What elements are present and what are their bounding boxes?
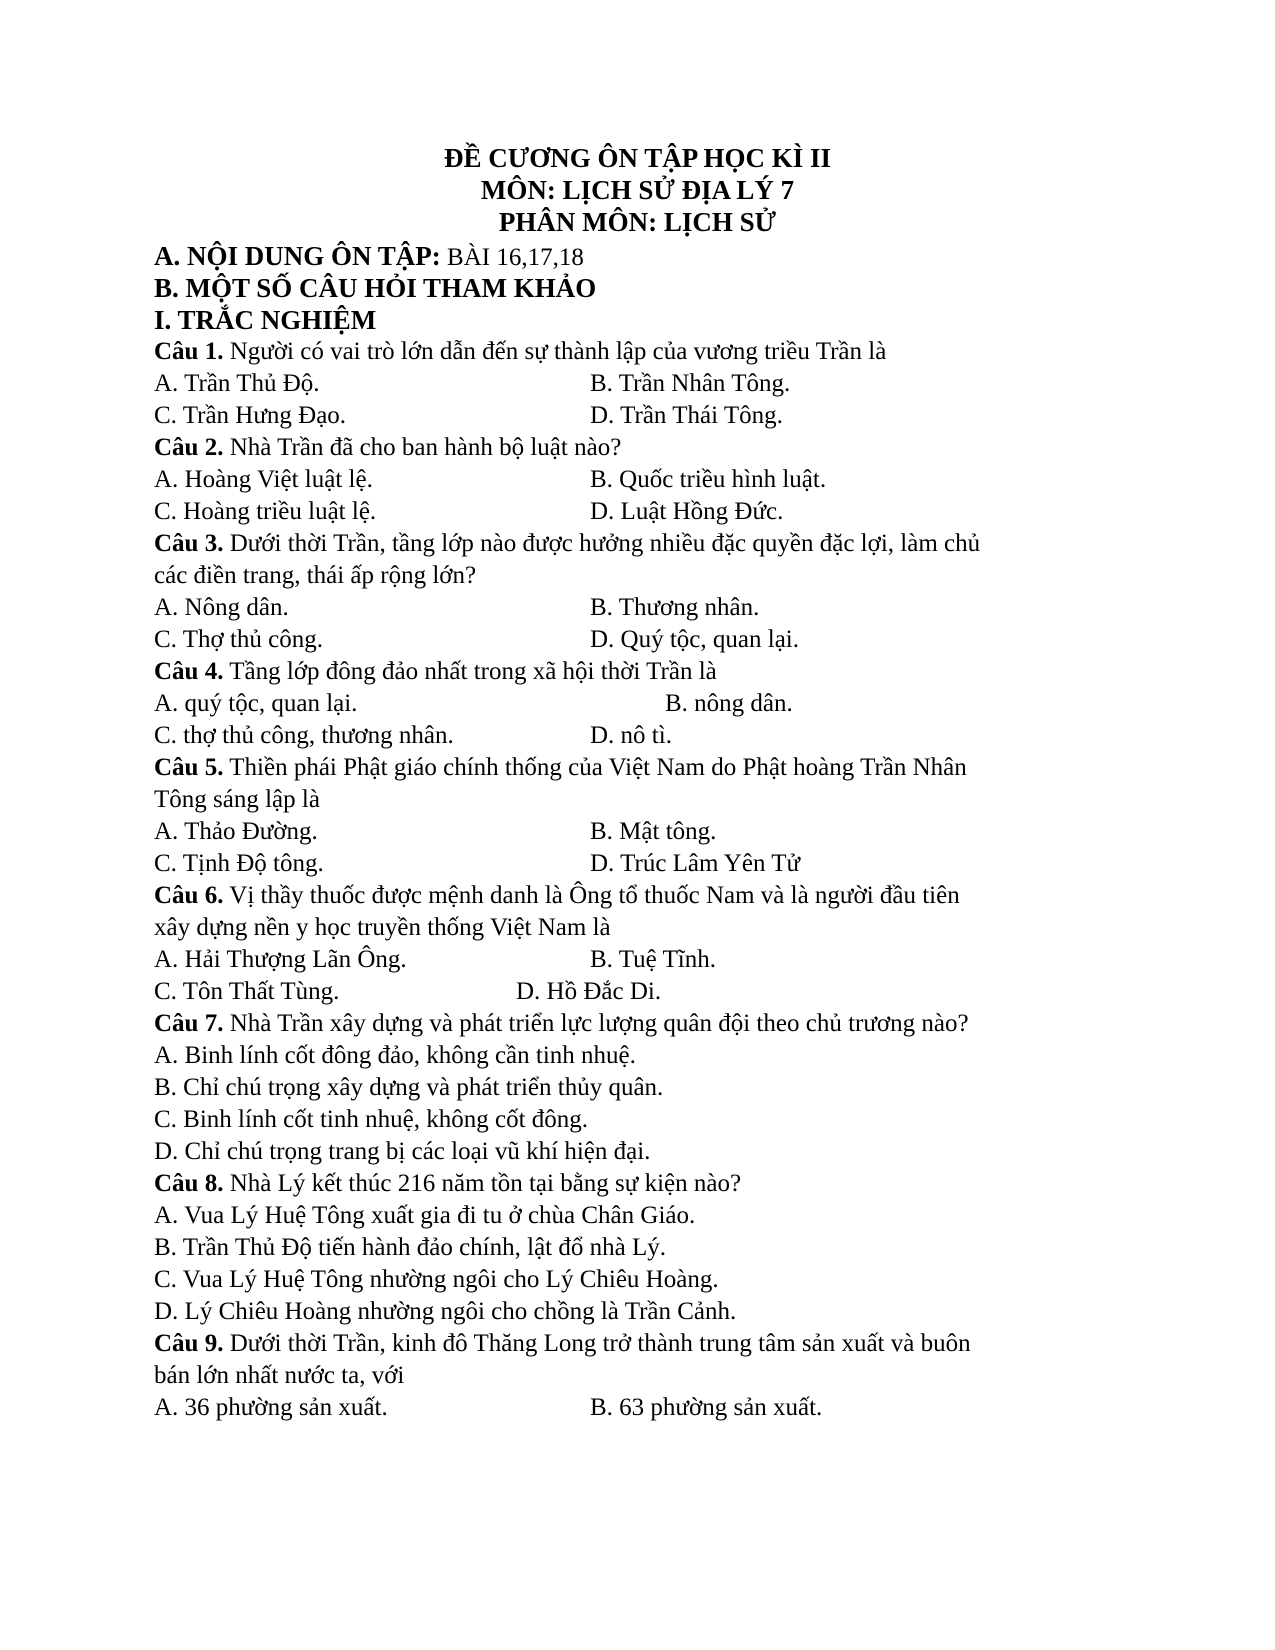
question-4-text: Tầng lớp đông đảo nhất trong xã hội thời Trần là bbox=[223, 658, 717, 685]
q2-option-b: B. Quốc triều hình luật. bbox=[590, 466, 827, 493]
q3-option-b: B. Thương nhân. bbox=[590, 594, 760, 621]
q2-option-a: A. Hoàng Việt luật lệ. bbox=[154, 466, 373, 493]
section-b: B. MỘT SỐ CÂU HỎI THAM KHẢO bbox=[154, 273, 597, 303]
section-a-label: A. NỘI DUNG ÔN TẬP: bbox=[154, 241, 441, 271]
q7-option-b: B. Chỉ chú trọng xây dựng và phát triển thủy quân. bbox=[154, 1074, 664, 1101]
q6-option-d: D. Hồ Đắc Di. bbox=[516, 978, 662, 1005]
q7-option-d: D. Chỉ chú trọng trang bị các loại vũ khí hiện đại. bbox=[154, 1138, 651, 1165]
q6-option-a: A. Hải Thượng Lãn Ông. bbox=[154, 946, 407, 973]
q1-option-a: A. Trần Thủ Độ. bbox=[154, 370, 320, 397]
q8-option-b: B. Trần Thủ Độ tiến hành đảo chính, lật đổ nhà Lý. bbox=[154, 1234, 666, 1261]
q5-option-d: D. Trúc Lâm Yên Tử bbox=[590, 850, 801, 877]
question-3 bbox=[154, 528, 980, 560]
q5-option-a: A. Thảo Đường. bbox=[154, 818, 318, 845]
question-3-number: Câu 3. bbox=[154, 530, 224, 557]
question-6-number: Câu 6. bbox=[154, 882, 224, 909]
question-3-text: Dưới thời Trần, tầng lớp nào được hưởng nhiều đặc quyền đặc lợi, làm chủ bbox=[223, 530, 981, 557]
question-2-text: Nhà Trần đã cho ban hành bộ luật nào? bbox=[223, 434, 622, 461]
q1-option-b: B. Trần Nhân Tông. bbox=[590, 370, 791, 397]
question-7 bbox=[154, 1008, 969, 1040]
question-4 bbox=[154, 656, 717, 688]
q4-option-b: B. nông dân. bbox=[665, 690, 793, 717]
question-1-number: Câu 1. bbox=[154, 338, 224, 365]
section-i: I. TRẮC NGHIỆM bbox=[154, 305, 377, 335]
question-5-text: Thiền phái Phật giáo chính thống của Việt Nam do Phật hoàng Trần Nhân bbox=[223, 754, 967, 781]
q3-option-a: A. Nông dân. bbox=[154, 594, 289, 621]
q6-option-b: B. Tuệ Tĩnh. bbox=[590, 946, 716, 973]
q6-option-c: C. Tôn Thất Tùng. bbox=[154, 978, 340, 1005]
q4-option-c: C. thợ thủ công, thương nhân. bbox=[154, 722, 454, 749]
q9-option-a: A. 36 phường sản xuất. bbox=[154, 1394, 388, 1421]
question-5 bbox=[154, 752, 967, 784]
q1-option-d: D. Trần Thái Tông. bbox=[590, 402, 783, 429]
title-line-3: PHÂN MÔN: LỊCH SỬ bbox=[498, 207, 777, 237]
q3-option-c: C. Thợ thủ công. bbox=[154, 626, 324, 653]
question-6 bbox=[154, 880, 960, 912]
question-9-number: Câu 9. bbox=[154, 1330, 224, 1357]
q1-option-c: C. Trần Hưng Đạo. bbox=[154, 402, 347, 429]
question-8 bbox=[154, 1168, 741, 1200]
q4-option-a: A. quý tộc, quan lại. bbox=[154, 690, 358, 717]
question-9-text-cont: bán lớn nhất nước ta, với bbox=[154, 1362, 405, 1389]
question-8-text: Nhà Lý kết thúc 216 năm tồn tại bằng sự kiện nào? bbox=[223, 1170, 742, 1197]
question-2 bbox=[154, 432, 621, 464]
q8-option-a: A. Vua Lý Huệ Tông xuất gia đi tu ở chùa Chân Giáo. bbox=[154, 1202, 696, 1229]
question-7-number: Câu 7. bbox=[154, 1010, 224, 1037]
section-a-value: BÀI 16,17,18 bbox=[440, 244, 584, 271]
q7-option-a: A. Binh lính cốt đông đảo, không cần tinh nhuệ. bbox=[154, 1042, 636, 1069]
q5-option-c: C. Tịnh Độ tông. bbox=[154, 850, 324, 877]
question-8-number: Câu 8. bbox=[154, 1170, 224, 1197]
q4-option-d: D. nô tì. bbox=[590, 722, 672, 749]
title-line-1: ĐỀ CƯƠNG ÔN TẬP HỌC KÌ II bbox=[443, 143, 832, 173]
q2-option-d: D. Luật Hồng Đức. bbox=[590, 498, 784, 525]
question-7-text: Nhà Trần xây dựng và phát triển lực lượng quân đội theo chủ trương nào? bbox=[223, 1010, 969, 1037]
question-1-text: Người có vai trò lớn dẫn đến sự thành lập của vương triều Trần là bbox=[223, 338, 887, 365]
question-6-text: Vị thầy thuốc được mệnh danh là Ông tổ thuốc Nam và là người đầu tiên bbox=[223, 882, 960, 909]
section-a bbox=[154, 240, 584, 274]
question-4-number: Câu 4. bbox=[154, 658, 224, 685]
q3-option-d: D. Quý tộc, quan lại. bbox=[590, 626, 799, 653]
question-9 bbox=[154, 1328, 971, 1360]
q7-option-c: C. Binh lính cốt tinh nhuệ, không cốt đông. bbox=[154, 1106, 589, 1133]
title-line-2: MÔN: LỊCH SỬ ĐỊA LÝ 7 bbox=[480, 175, 795, 205]
question-2-number: Câu 2. bbox=[154, 434, 224, 461]
question-1 bbox=[154, 336, 886, 368]
q5-option-b: B. Mật tông. bbox=[590, 818, 717, 845]
question-5-text-cont: Tông sáng lập là bbox=[154, 786, 320, 813]
question-9-text: Dưới thời Trần, kinh đô Thăng Long trở thành trung tâm sản xuất và buôn bbox=[223, 1330, 971, 1357]
q8-option-d: D. Lý Chiêu Hoàng nhường ngôi cho chồng là Trần Cảnh. bbox=[154, 1298, 737, 1325]
q8-option-c: C. Vua Lý Huệ Tông nhường ngôi cho Lý Chiêu Hoàng. bbox=[154, 1266, 719, 1293]
question-5-number: Câu 5. bbox=[154, 754, 224, 781]
question-3-text-cont: các điền trang, thái ấp rộng lớn? bbox=[154, 562, 477, 589]
q9-option-b: B. 63 phường sản xuất. bbox=[590, 1394, 823, 1421]
q2-option-c: C. Hoàng triều luật lệ. bbox=[154, 498, 377, 525]
question-6-text-cont: xây dựng nền y học truyền thống Việt Nam là bbox=[154, 914, 611, 941]
